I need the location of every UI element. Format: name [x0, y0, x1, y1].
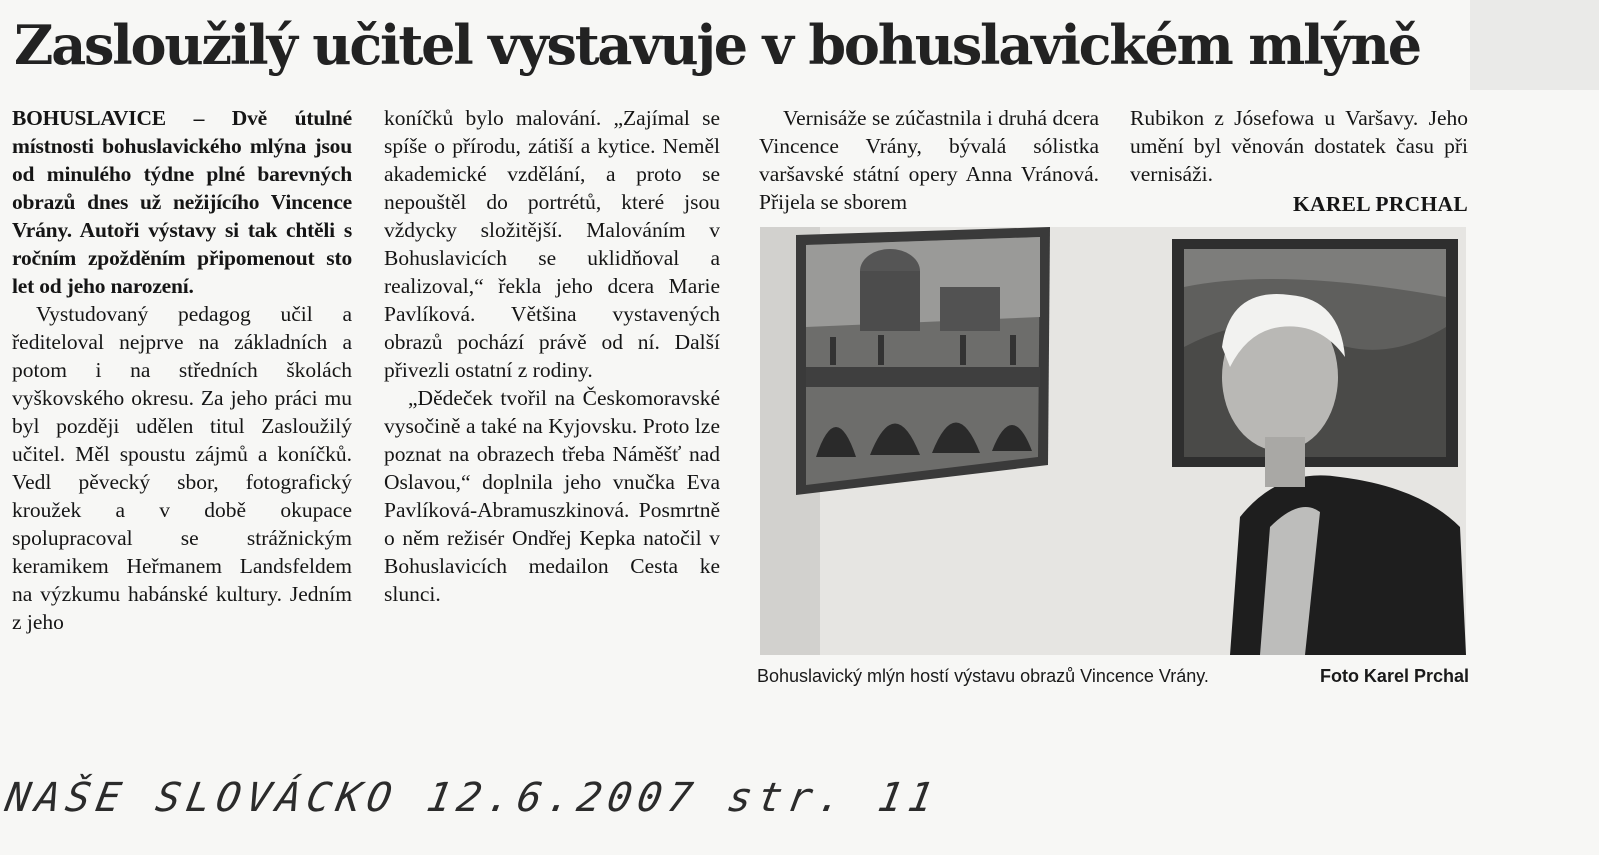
photo-credit: Foto Karel Prchal: [1319, 666, 1469, 686]
photo-caption: [757, 664, 1469, 688]
photo-illustration: [760, 227, 1466, 655]
handwritten-note: NAŠE SLOVÁCKO 12.6.2007 str. 11: [1, 775, 943, 821]
byline: KAREL PRCHAL: [1292, 192, 1468, 216]
column-3: [759, 104, 1099, 216]
caption-text: Bohuslavický mlýn hostí výstavu obrazů Vincence Vrány.: [757, 666, 1209, 686]
lead-paragraph: BOHUSLAVICE – Dvě útulné místnosti bohuslavického mlýna jsou od minulého týdne plné barevných obrazů dnes už nežijícího Vincence Vrány. Autoři výstavy si tak chtěli s ročním zpožděním připomenout sto let od jeho narození.: [12, 106, 352, 298]
body-paragraph: Rubikon z Jósefowa u Varšavy. Jeho umění byl věnován dostatek času při vernisáži.: [1130, 106, 1468, 186]
headline: Zasloužilý učitel vystavuje v bohuslavickém mlýně: [14, 13, 1420, 77]
margin-shadow: [1470, 0, 1599, 90]
body-paragraph: koníčků bylo malování. „Zajímal se spíše o přírodu, zátiší a kytice. Neměl akademické vzdělání, a proto se nepouštěl do portrétů, které jsou vždycky složitější. Malováním v Bohuslavicích se uklidňoval a realizoval,“ řekla jeho dcera Marie Pavlíková. Většina vystavených obrazů pochází právě od ní. Další přivezli ostatní z rodiny.: [384, 106, 720, 382]
body-paragraph: Vernisáže se zúčastnila i druhá dcera Vincence Vrány, bývalá sólistka varšavské státní opery Anna Vránová. Přijela se sborem: [759, 106, 1099, 214]
body-paragraph: Vystudovaný pedagog učil a řediteloval nejprve na základních a potom i na středních školách vyškovského okresu. Za jeho práci mu byl později udělen titul Zasloužilý učitel. Měl spoustu zájmů a koníčků. Vedl pěvecký sbor, fotografický kroužek a v době okupace spolupracoval se strážnickým keramikem Heřmanem Landsfeldem na výzkumu habánské kultury. Jedním z jeho: [12, 302, 352, 634]
painting-left: [796, 227, 1050, 495]
body-paragraph: „Dědeček tvořil na Českomoravské vysočině a také na Kyjovsku. Proto lze poznat na obrazech třeba Náměšť nad Oslavou,“ doplnila jeho vnučka Eva Pavlíková-Abramuszkinová. Posmrtně o něm režisér Ondřej Kepka natočil v Bohuslavicích medailon Cesta ke slunci.: [384, 386, 720, 606]
column-2: [384, 104, 720, 608]
article-photo: [760, 227, 1466, 655]
column-1: [12, 104, 352, 636]
column-4: [1130, 104, 1468, 218]
